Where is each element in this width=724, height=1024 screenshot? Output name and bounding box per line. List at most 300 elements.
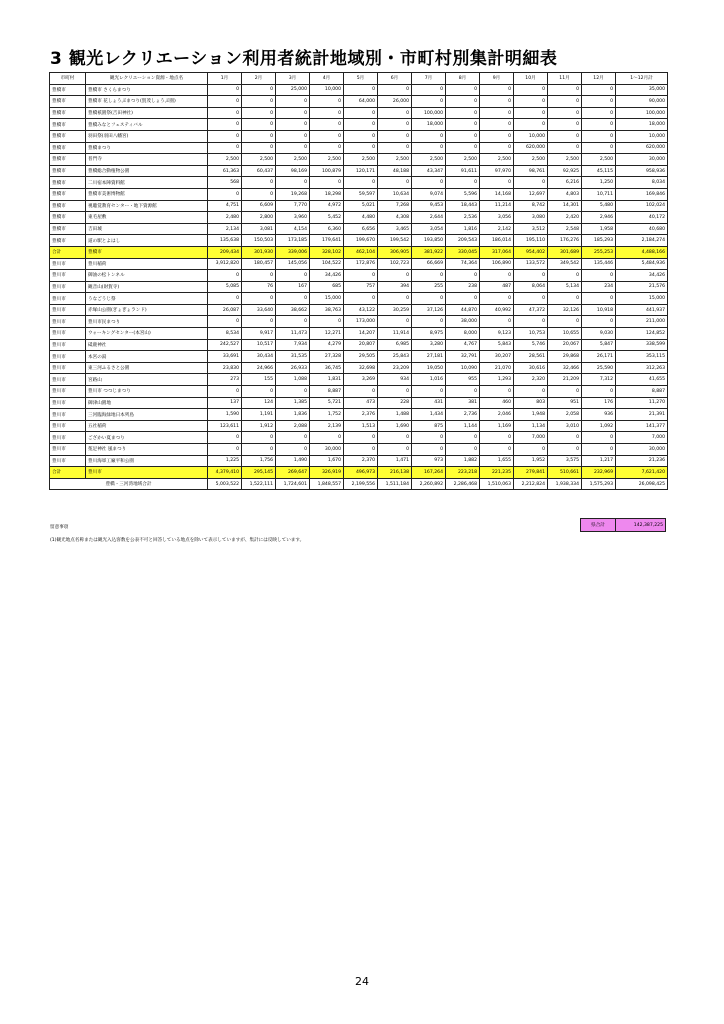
table-row <box>50 200 668 212</box>
column-header: 1～12月計 <box>616 73 668 85</box>
site-name-cell: 豊橋まつり <box>86 142 208 154</box>
month-value-cell: 33,691 <box>208 351 242 363</box>
table-row <box>50 119 668 131</box>
month-value-cell: 199,542 <box>378 235 412 247</box>
month-value-cell: 4,972 <box>310 200 344 212</box>
month-value-cell: 0 <box>242 188 276 200</box>
month-value-cell: 100,879 <box>310 165 344 177</box>
month-value-cell: 0 <box>548 444 582 456</box>
month-value-cell: 23,830 <box>208 362 242 374</box>
month-value-cell: 232,969 <box>582 467 616 479</box>
table-row <box>50 362 668 374</box>
month-value-cell: 2,286,468 <box>446 478 480 490</box>
month-value-cell: 394 <box>378 281 412 293</box>
month-value-cell: 2,500 <box>276 154 310 166</box>
month-value-cell: 2,199,556 <box>344 478 378 490</box>
month-value-cell: 496,973 <box>344 467 378 479</box>
table-header-row <box>50 73 668 85</box>
month-value-cell: 0 <box>548 96 582 108</box>
month-value-cell: 29,505 <box>344 351 378 363</box>
month-value-cell: 97,970 <box>480 165 514 177</box>
month-value-cell: 5,596 <box>446 188 480 200</box>
month-value-cell: 150,503 <box>242 235 276 247</box>
month-value-cell: 273 <box>208 374 242 386</box>
annual-total-cell: 18,000 <box>616 119 668 131</box>
month-value-cell: 38,763 <box>310 304 344 316</box>
month-value-cell: 0 <box>446 293 480 305</box>
month-value-cell: 0 <box>446 444 480 456</box>
month-value-cell: 1,144 <box>446 420 480 432</box>
month-value-cell: 2,134 <box>208 223 242 235</box>
month-value-cell: 255 <box>412 281 446 293</box>
month-value-cell: 510,661 <box>548 467 582 479</box>
month-value-cell: 381,922 <box>412 246 446 258</box>
site-name-cell: 豊橋市 花しょうぶまつり(賀茂しょうぶ園) <box>86 96 208 108</box>
city-cell: 豊橋市 <box>50 177 86 189</box>
annual-total-cell: 100,000 <box>616 107 668 119</box>
month-value-cell: 186,014 <box>480 235 514 247</box>
month-value-cell: 0 <box>276 444 310 456</box>
month-value-cell: 6,985 <box>378 339 412 351</box>
table-row <box>50 351 668 363</box>
page-title: 3 観光レクリエーション利用者統計地域別・市町村別集計明細表 <box>50 49 558 69</box>
month-value-cell: 0 <box>514 96 548 108</box>
month-value-cell: 172,876 <box>344 258 378 270</box>
month-value-cell: 473 <box>344 397 378 409</box>
month-value-cell: 9,074 <box>412 188 446 200</box>
month-value-cell: 0 <box>582 293 616 305</box>
month-value-cell: 199,670 <box>344 235 378 247</box>
month-value-cell: 8,534 <box>208 328 242 340</box>
month-value-cell: 0 <box>480 270 514 282</box>
month-value-cell: 1,590 <box>208 409 242 421</box>
month-value-cell: 0 <box>412 96 446 108</box>
month-value-cell: 10,000 <box>514 130 548 142</box>
month-value-cell: 2,500 <box>208 154 242 166</box>
month-value-cell: 32,698 <box>344 362 378 374</box>
month-value-cell: 26,933 <box>276 362 310 374</box>
month-value-cell: 5,021 <box>344 200 378 212</box>
annual-total-cell: 30,000 <box>616 154 668 166</box>
month-value-cell: 0 <box>412 84 446 96</box>
site-name-cell: 三河臨海緑地日本列島 <box>86 409 208 421</box>
month-value-cell: 0 <box>208 386 242 398</box>
month-value-cell: 2,212,824 <box>514 478 548 490</box>
city-cell: 豊橋市 <box>50 119 86 131</box>
month-value-cell: 0 <box>208 96 242 108</box>
city-cell: 合計 <box>50 467 86 479</box>
table-row <box>50 409 668 421</box>
month-value-cell: 12,271 <box>310 328 344 340</box>
site-name-cell: ござかい夏まつり <box>86 432 208 444</box>
month-value-cell: 91,611 <box>446 165 480 177</box>
month-value-cell: 0 <box>344 119 378 131</box>
month-value-cell: 3,269 <box>344 374 378 386</box>
month-value-cell: 330,045 <box>446 246 480 258</box>
city-cell: 豊川市 <box>50 386 86 398</box>
annual-total-cell: 40,172 <box>616 212 668 224</box>
month-value-cell: 620,000 <box>514 142 548 154</box>
month-value-cell: 19,268 <box>276 188 310 200</box>
month-value-cell: 3,912,820 <box>208 258 242 270</box>
column-header: 観光レクリエーション資源・地点名 <box>86 73 208 85</box>
month-value-cell: 4,279 <box>310 339 344 351</box>
table-body <box>50 84 668 490</box>
site-name-cell: 御津山園地 <box>86 397 208 409</box>
month-value-cell: 4,379,410 <box>208 467 242 479</box>
month-value-cell: 0 <box>276 119 310 131</box>
month-value-cell: 326,919 <box>310 467 344 479</box>
month-value-cell: 1,522,111 <box>242 478 276 490</box>
subtotal-row <box>50 246 668 258</box>
month-value-cell: 1,952 <box>514 455 548 467</box>
month-value-cell: 1,816 <box>446 223 480 235</box>
month-value-cell: 0 <box>378 142 412 154</box>
site-name-cell: うなごうじ祭 <box>86 293 208 305</box>
month-value-cell: 0 <box>446 107 480 119</box>
city-cell: 豊川市 <box>50 409 86 421</box>
month-value-cell: 25,000 <box>276 84 310 96</box>
month-value-cell: 0 <box>412 316 446 328</box>
month-value-cell: 4,480 <box>344 212 378 224</box>
month-value-cell: 0 <box>344 107 378 119</box>
month-value-cell: 1,471 <box>378 455 412 467</box>
city-cell: 豊橋市 <box>50 223 86 235</box>
month-value-cell: 460 <box>480 397 514 409</box>
city-cell: 豊橋市 <box>50 165 86 177</box>
month-value-cell: 0 <box>378 432 412 444</box>
month-value-cell: 0 <box>208 188 242 200</box>
month-value-cell: 60,437 <box>242 165 276 177</box>
month-value-cell: 568 <box>208 177 242 189</box>
month-value-cell: 301,689 <box>548 246 582 258</box>
month-value-cell: 0 <box>242 107 276 119</box>
month-value-cell: 328,102 <box>310 246 344 258</box>
month-value-cell: 8,000 <box>446 328 480 340</box>
month-value-cell: 1,655 <box>480 455 514 467</box>
month-value-cell: 133,572 <box>514 258 548 270</box>
month-value-cell: 2,644 <box>412 212 446 224</box>
month-value-cell: 2,500 <box>378 154 412 166</box>
column-header: 8月 <box>446 73 480 85</box>
city-cell: 豊川市 <box>50 397 86 409</box>
site-name-cell: 豊橋総合動植物公園 <box>86 165 208 177</box>
city-cell: 豊橋市 <box>50 212 86 224</box>
month-value-cell: 193,850 <box>412 235 446 247</box>
month-value-cell: 0 <box>276 96 310 108</box>
month-value-cell: 48,188 <box>378 165 412 177</box>
month-value-cell: 0 <box>446 432 480 444</box>
month-value-cell: 2,420 <box>548 212 582 224</box>
month-value-cell: 0 <box>446 130 480 142</box>
month-value-cell: 936 <box>582 409 616 421</box>
month-value-cell: 0 <box>548 270 582 282</box>
month-value-cell: 0 <box>412 386 446 398</box>
month-value-cell: 195,110 <box>514 235 548 247</box>
month-value-cell: 1,191 <box>242 409 276 421</box>
month-value-cell: 9,917 <box>242 328 276 340</box>
annual-total-cell: 2,184,274 <box>616 235 668 247</box>
city-cell: 豊川市 <box>50 258 86 270</box>
month-value-cell: 0 <box>242 293 276 305</box>
month-value-cell: 2,058 <box>548 409 582 421</box>
month-value-cell: 2,500 <box>480 154 514 166</box>
month-value-cell: 1,756 <box>242 455 276 467</box>
month-value-cell: 145,056 <box>276 258 310 270</box>
prefecture-total-value: 142,387,225 <box>633 522 663 528</box>
month-value-cell: 10,918 <box>582 304 616 316</box>
city-cell: 豊川市 <box>50 316 86 328</box>
annual-total-cell: 21,236 <box>616 455 668 467</box>
month-value-cell: 1,225 <box>208 455 242 467</box>
table-row <box>50 304 668 316</box>
month-value-cell: 30,434 <box>242 351 276 363</box>
subtotal-row <box>50 467 668 479</box>
month-value-cell: 100,000 <box>412 107 446 119</box>
month-value-cell: 61,363 <box>208 165 242 177</box>
month-value-cell: 0 <box>548 293 582 305</box>
month-value-cell: 30,259 <box>378 304 412 316</box>
site-name-cell: 観音山(財賀寺) <box>86 281 208 293</box>
annual-total-cell: 40,680 <box>616 223 668 235</box>
month-value-cell: 1,724,601 <box>276 478 310 490</box>
month-value-cell: 2,500 <box>548 154 582 166</box>
site-name-cell: 豊川市民まつり <box>86 316 208 328</box>
month-value-cell: 0 <box>582 84 616 96</box>
month-value-cell: 173,185 <box>276 235 310 247</box>
month-value-cell: 973 <box>412 455 446 467</box>
month-value-cell: 9,030 <box>582 328 616 340</box>
table-row <box>50 130 668 142</box>
month-value-cell: 2,500 <box>582 154 616 166</box>
city-cell: 豊橋市 <box>50 142 86 154</box>
city-cell: 豊川市 <box>50 362 86 374</box>
month-value-cell: 8,887 <box>310 386 344 398</box>
month-value-cell: 0 <box>276 142 310 154</box>
month-value-cell: 0 <box>480 119 514 131</box>
annual-total-cell: 21,576 <box>616 281 668 293</box>
column-header: 11月 <box>548 73 582 85</box>
city-cell: 豊川市 <box>50 374 86 386</box>
month-value-cell: 0 <box>446 177 480 189</box>
month-value-cell: 3,054 <box>412 223 446 235</box>
table-row <box>50 142 668 154</box>
month-value-cell: 2,500 <box>344 154 378 166</box>
month-value-cell: 0 <box>344 84 378 96</box>
month-value-cell: 0 <box>276 270 310 282</box>
column-header: 5月 <box>344 73 378 85</box>
month-value-cell: 0 <box>378 107 412 119</box>
month-value-cell: 0 <box>514 293 548 305</box>
month-value-cell: 1,134 <box>514 420 548 432</box>
month-value-cell: 1,510,063 <box>480 478 514 490</box>
month-value-cell: 0 <box>582 444 616 456</box>
table-row <box>50 316 668 328</box>
month-value-cell: 0 <box>242 432 276 444</box>
month-value-cell: 0 <box>412 177 446 189</box>
month-value-cell: 20,067 <box>548 339 582 351</box>
month-value-cell: 33,640 <box>242 304 276 316</box>
month-value-cell: 0 <box>378 293 412 305</box>
month-value-cell: 1,490 <box>276 455 310 467</box>
month-value-cell: 0 <box>276 177 310 189</box>
month-value-cell: 1,217 <box>582 455 616 467</box>
month-value-cell: 30,207 <box>480 351 514 363</box>
month-value-cell: 301,930 <box>242 246 276 258</box>
month-value-cell: 3,465 <box>378 223 412 235</box>
month-value-cell: 0 <box>208 119 242 131</box>
month-value-cell: 0 <box>480 142 514 154</box>
annual-total-cell: 4,488,166 <box>616 246 668 258</box>
month-value-cell: 0 <box>208 444 242 456</box>
month-value-cell: 8,064 <box>514 281 548 293</box>
month-value-cell: 0 <box>276 386 310 398</box>
table-row <box>50 235 668 247</box>
month-value-cell: 954,402 <box>514 246 548 258</box>
month-value-cell: 0 <box>310 96 344 108</box>
month-value-cell: 487 <box>480 281 514 293</box>
month-value-cell: 74,364 <box>446 258 480 270</box>
month-value-cell: 92,925 <box>548 165 582 177</box>
annual-total-cell: 35,000 <box>616 84 668 96</box>
month-value-cell: 1,752 <box>310 409 344 421</box>
notes-section <box>50 521 304 547</box>
month-value-cell: 0 <box>514 270 548 282</box>
month-value-cell: 18,443 <box>446 200 480 212</box>
site-name-cell: 豊川海軍工廠平和公園 <box>86 455 208 467</box>
table-row <box>50 328 668 340</box>
city-cell: 豊橋市 <box>50 235 86 247</box>
month-value-cell: 5,843 <box>480 339 514 351</box>
month-value-cell: 3,960 <box>276 212 310 224</box>
month-value-cell: 0 <box>378 119 412 131</box>
month-value-cell: 34,426 <box>310 270 344 282</box>
city-cell: 豊橋市 <box>50 154 86 166</box>
month-value-cell: 14,207 <box>344 328 378 340</box>
month-value-cell: 180,457 <box>242 258 276 270</box>
city-cell: 豊川市 <box>50 432 86 444</box>
month-value-cell: 43,122 <box>344 304 378 316</box>
month-value-cell: 6,360 <box>310 223 344 235</box>
month-value-cell: 1,938,334 <box>548 478 582 490</box>
month-value-cell: 0 <box>208 293 242 305</box>
month-value-cell: 209,543 <box>446 235 480 247</box>
month-value-cell: 0 <box>310 177 344 189</box>
month-value-cell: 26,000 <box>378 96 412 108</box>
month-value-cell: 0 <box>548 386 582 398</box>
month-value-cell: 462,104 <box>344 246 378 258</box>
month-value-cell: 25,843 <box>378 351 412 363</box>
month-value-cell: 155 <box>242 374 276 386</box>
annual-total-cell: 21,391 <box>616 409 668 421</box>
month-value-cell: 685 <box>310 281 344 293</box>
column-header: 2月 <box>242 73 276 85</box>
annual-total-cell: 26,098,425 <box>616 478 668 490</box>
annual-total-cell: 15,000 <box>616 293 668 305</box>
month-value-cell: 1,670 <box>310 455 344 467</box>
month-value-cell: 0 <box>242 96 276 108</box>
month-value-cell: 0 <box>412 432 446 444</box>
month-value-cell: 10,634 <box>378 188 412 200</box>
site-name-cell: 豊橋みなとフェスティバル <box>86 119 208 131</box>
month-value-cell: 2,536 <box>446 212 480 224</box>
month-value-cell: 167,264 <box>412 467 446 479</box>
month-value-cell: 0 <box>548 84 582 96</box>
site-name-cell: 赤塚山公園(ぎょぎょランド) <box>86 304 208 316</box>
month-value-cell: 10,517 <box>242 339 276 351</box>
column-header: 4月 <box>310 73 344 85</box>
month-value-cell: 38,662 <box>276 304 310 316</box>
month-value-cell: 11,914 <box>378 328 412 340</box>
month-value-cell: 135,446 <box>582 258 616 270</box>
month-value-cell: 18,000 <box>412 119 446 131</box>
month-value-cell: 137 <box>208 397 242 409</box>
month-value-cell: 238 <box>446 281 480 293</box>
month-value-cell: 5,452 <box>310 212 344 224</box>
month-value-cell: 47,372 <box>514 304 548 316</box>
month-value-cell: 0 <box>446 386 480 398</box>
month-value-cell: 0 <box>548 142 582 154</box>
site-name-cell: 東毛屋敷 <box>86 212 208 224</box>
month-value-cell: 1,575,293 <box>582 478 616 490</box>
month-value-cell: 0 <box>480 84 514 96</box>
month-value-cell: 0 <box>378 270 412 282</box>
annual-total-cell: 353,115 <box>616 351 668 363</box>
month-value-cell: 0 <box>412 444 446 456</box>
month-value-cell: 1,958 <box>582 223 616 235</box>
month-value-cell: 124 <box>242 397 276 409</box>
city-cell: 豊川市 <box>50 351 86 363</box>
month-value-cell: 0 <box>480 107 514 119</box>
month-value-cell: 0 <box>208 84 242 96</box>
month-value-cell: 951 <box>548 397 582 409</box>
month-value-cell: 1,488 <box>378 409 412 421</box>
month-value-cell: 223,218 <box>446 467 480 479</box>
table-row <box>50 420 668 432</box>
month-value-cell: 28,561 <box>514 351 548 363</box>
month-value-cell: 179,641 <box>310 235 344 247</box>
month-value-cell: 0 <box>378 316 412 328</box>
month-value-cell: 1,912 <box>242 420 276 432</box>
month-value-cell: 0 <box>582 96 616 108</box>
month-value-cell: 381 <box>446 397 480 409</box>
table-row <box>50 258 668 270</box>
month-value-cell: 317,064 <box>480 246 514 258</box>
month-value-cell: 12,697 <box>514 188 548 200</box>
month-value-cell: 339,006 <box>276 246 310 258</box>
month-value-cell: 803 <box>514 397 548 409</box>
month-value-cell: 120,171 <box>344 165 378 177</box>
month-value-cell: 40,992 <box>480 304 514 316</box>
month-value-cell: 0 <box>208 107 242 119</box>
month-value-cell: 18,298 <box>310 188 344 200</box>
annual-total-cell: 34,426 <box>616 270 668 282</box>
month-value-cell: 6,656 <box>344 223 378 235</box>
month-value-cell: 0 <box>344 432 378 444</box>
month-value-cell: 26,171 <box>582 351 616 363</box>
month-value-cell: 5,003,522 <box>208 478 242 490</box>
site-name-cell: 豊橋市 <box>86 246 208 258</box>
month-value-cell: 43,347 <box>412 165 446 177</box>
table-row <box>50 165 668 177</box>
city-cell: 豊川市 <box>50 339 86 351</box>
month-value-cell: 279,841 <box>514 467 548 479</box>
month-value-cell: 9,453 <box>412 200 446 212</box>
month-value-cell: 5,721 <box>310 397 344 409</box>
table-row <box>50 223 668 235</box>
month-value-cell: 295,145 <box>242 467 276 479</box>
month-value-cell: 0 <box>208 432 242 444</box>
